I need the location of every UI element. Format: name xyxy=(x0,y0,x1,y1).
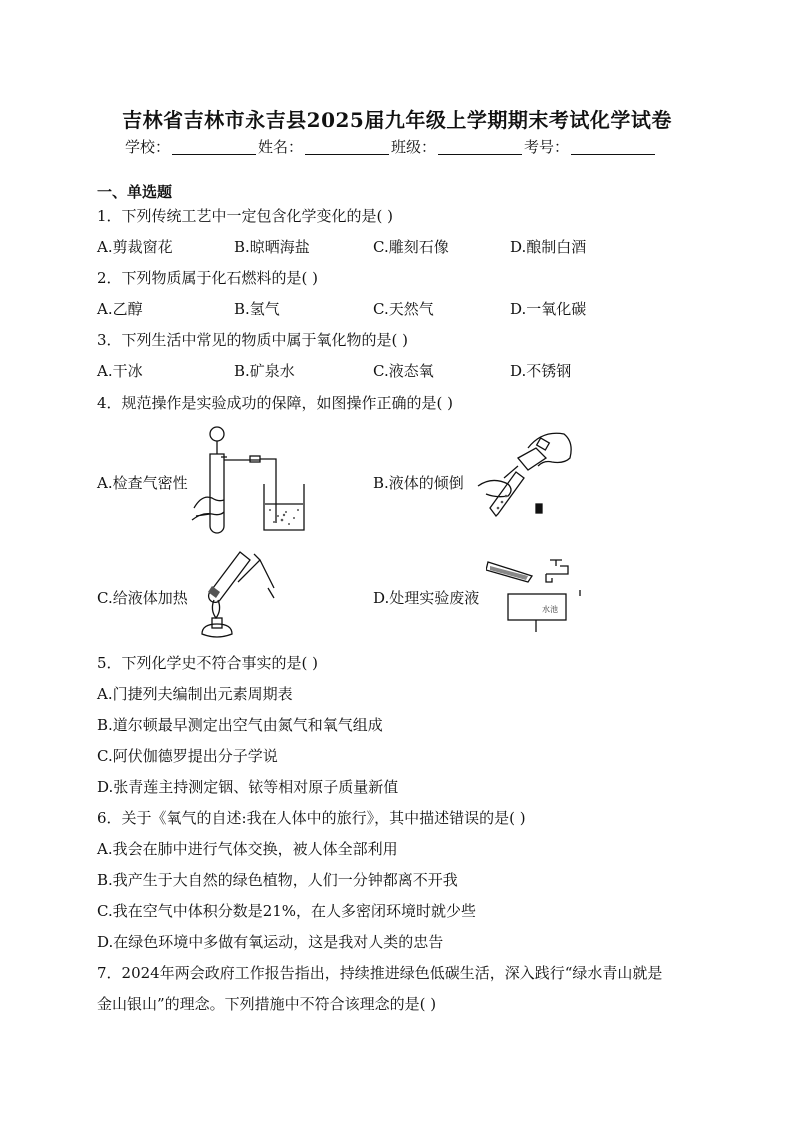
class-label: 班级： xyxy=(391,138,437,156)
question-3-option-d[interactable]: D.不锈钢 xyxy=(510,362,572,380)
name-label: 姓名： xyxy=(258,138,304,156)
question-6-stem: 6．关于《氧气的自述:我在人体中的旅行》，其中描述错误的是( ) xyxy=(97,809,526,827)
question-4-stem: 4．规范操作是实验成功的保障，如图操作正确的是( ) xyxy=(97,394,454,412)
question-2-option-d[interactable]: D.一氧化碳 xyxy=(510,300,587,318)
question-6-option-c[interactable]: C.我在空气中体积分数是21%，在人多密闭环境时就少些 xyxy=(97,902,477,920)
question-1-option-c[interactable]: C.雕刻石像 xyxy=(373,238,449,256)
number-blank[interactable] xyxy=(571,140,655,155)
question-6-option-b[interactable]: B.我产生于大自然的绿色植物，人们一分钟都离不开我 xyxy=(97,871,458,889)
question-5-stem: 5．下列化学史不符合事实的是( ) xyxy=(97,654,319,672)
question-3-stem: 3．下列生活中常见的物质中属于氧化物的是( ) xyxy=(97,331,409,349)
question-7-stem-line2: 金山银山”的理念。下列措施中不符合该理念的是( ) xyxy=(97,995,437,1013)
question-1-option-d[interactable]: D.酿制白酒 xyxy=(510,238,587,256)
question-3-option-a[interactable]: A.干冰 xyxy=(97,362,143,380)
figure-waste-liquid xyxy=(486,554,586,634)
student-info-row xyxy=(125,136,657,157)
class-blank[interactable] xyxy=(438,140,522,155)
question-2-stem: 2．下列物质属于化石燃料的是( ) xyxy=(97,269,319,287)
question-5-option-a[interactable]: A.门捷列夫编制出元素周期表 xyxy=(97,685,293,703)
figure-airtightness-check xyxy=(188,420,308,538)
question-2-option-c[interactable]: C.天然气 xyxy=(373,300,434,318)
question-4-option-d[interactable]: D.处理实验废液 xyxy=(373,589,480,607)
question-6-option-d[interactable]: D.在绿色环境中多做有氧运动，这是我对人类的忠告 xyxy=(97,933,444,951)
question-5-option-c[interactable]: C.阿伏伽德罗提出分子学说 xyxy=(97,747,278,765)
waste-liquid-label: 水池 xyxy=(542,605,558,614)
question-1-option-a[interactable]: A.剪裁窗花 xyxy=(97,238,173,256)
question-7-stem-line1: 7．2024年两会政府工作报告指出，持续推进绿色低碳生活，深入践行“绿水青山就是 xyxy=(97,964,663,982)
question-1-stem: 1．下列传统工艺中一定包含化学变化的是( ) xyxy=(97,207,394,225)
question-4-option-c[interactable]: C.给液体加热 xyxy=(97,589,188,607)
figure-pouring-liquid xyxy=(468,430,578,522)
exam-title: 吉林省吉林市永吉县2025届九年级上学期期末考试化学试卷 xyxy=(122,108,672,132)
school-label: 学校： xyxy=(125,138,171,156)
question-2-option-b[interactable]: B.氢气 xyxy=(234,300,280,318)
name-blank[interactable] xyxy=(305,140,389,155)
question-3-option-c[interactable]: C.液态氧 xyxy=(373,362,434,380)
question-4-option-b[interactable]: B.液体的倾倒 xyxy=(373,474,464,492)
question-4-option-a[interactable]: A.检查气密性 xyxy=(97,474,188,492)
question-3-option-b[interactable]: B.矿泉水 xyxy=(234,362,295,380)
section-heading: 一、单选题 xyxy=(97,183,173,201)
figure-heating-liquid xyxy=(196,548,280,642)
question-5-option-b[interactable]: B.道尔顿最早测定出空气由氮气和氧气组成 xyxy=(97,716,383,734)
question-5-option-d[interactable]: D.张青莲主持测定铟、铱等相对原子质量新值 xyxy=(97,778,399,796)
question-1-option-b[interactable]: B.晾晒海盐 xyxy=(234,238,310,256)
question-6-option-a[interactable]: A.我会在肺中进行气体交换，被人体全部利用 xyxy=(97,840,398,858)
question-2-option-a[interactable]: A.乙醇 xyxy=(97,300,143,318)
number-label: 考号： xyxy=(524,138,570,156)
school-blank[interactable] xyxy=(172,140,256,155)
